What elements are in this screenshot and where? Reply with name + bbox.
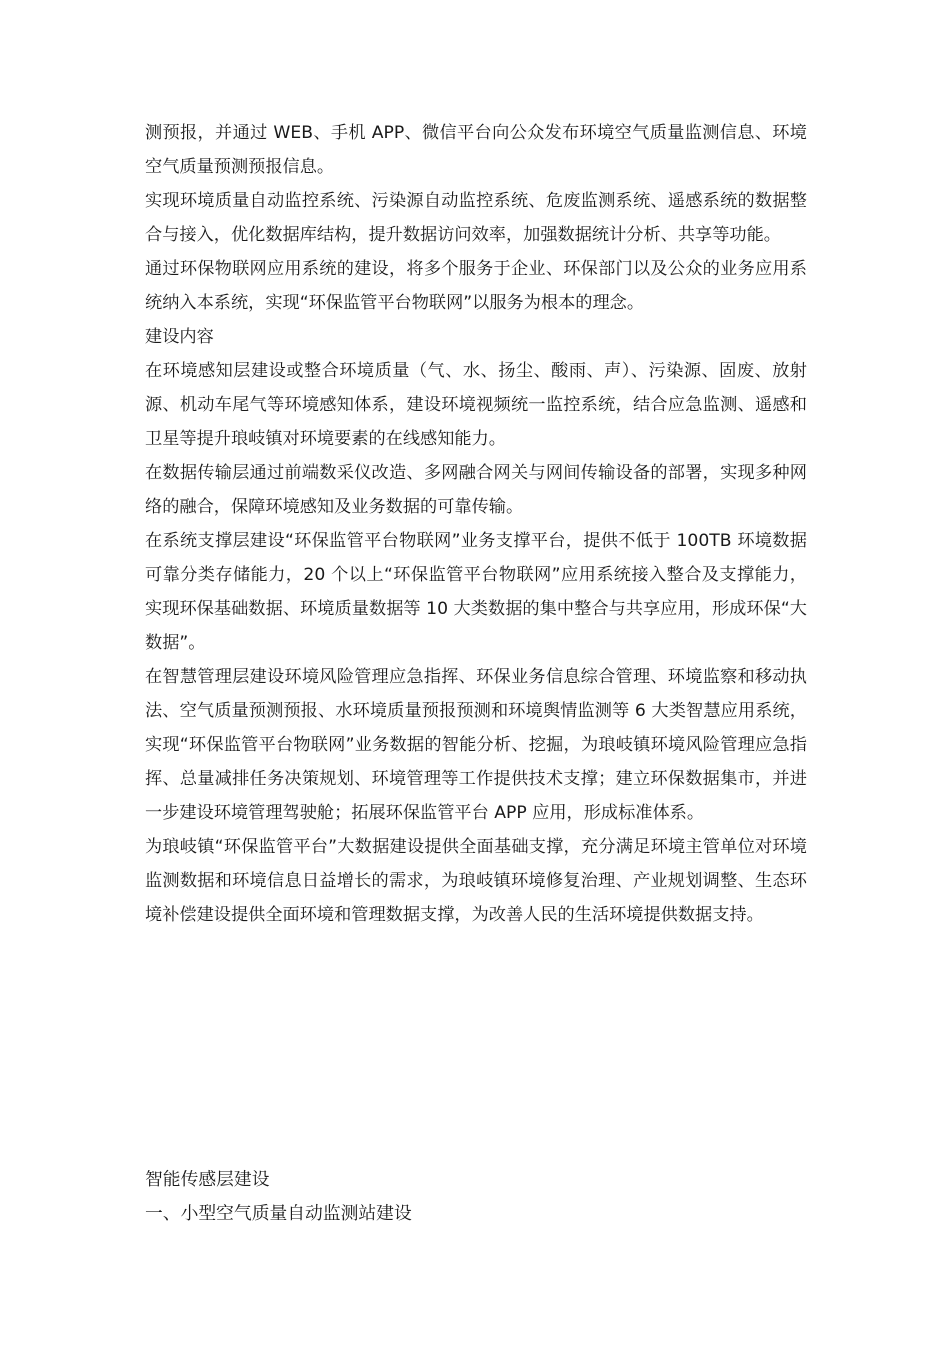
heading-construction-content: 建设内容	[145, 327, 214, 347]
paragraph-big-data-support: 为琅岐镇“环保监管平台”大数据建设提供全面基础支撑，充分满足环境主管单位对环境监测数据和环境信息日益增长的需求，为琅岐镇环境修复治理、产业规划调整、生态环境补偿建设提供全面环境和管理数据支撑，为改善人民的生活环境提供数据支持。	[145, 837, 807, 925]
paragraph-smart-management-layer: 在智慧管理层建设环境风险管理应急指挥、环保业务信息综合管理、环境监察和移动执法、空气质量预测预报、水环境质量预报预测和环境舆情监测等 6 大类智慧应用系统，实现“环保监管平台物联网”业务数据的智能分析、挖掘，为琅岐镇环境风险管理应急指挥、总量减排任务决策规划、环境管理等工作提供技术支撑；建立环保数据集市，并进一步建设环境管理驾驶舱；拓展环保监管平台 APP 应用，形成标准体系。	[145, 667, 807, 823]
paragraph-transmission-layer: 在数据传输层通过前端数采仪改造、多网融合网关与网间传输设备的部署，实现多种网络的融合，保障环境感知及业务数据的可靠传输。	[145, 463, 807, 517]
paragraph-forecast-publish: 测预报，并通过 WEB、手机 APP、微信平台向公众发布环境空气质量监测信息、环境空气质量预测预报信息。	[145, 123, 807, 177]
paragraph-perception-layer: 在环境感知层建设或整合环境质量（气、水、扬尘、酸雨、声）、污染源、固废、放射源、机动车尾气等环境感知体系，建设环境视频统一监控系统，结合应急监测、遥感和卫星等提升琅岐镇对环境要素的在线感知能力。	[145, 361, 807, 449]
paragraph-iot-application: 通过环保物联网应用系统的建设，将多个服务于企业、环保部门以及公众的业务应用系统纳入本系统，实现“环保监管平台物联网”以服务为根本的理念。	[145, 259, 807, 313]
section-title: 智能传感层建设	[145, 1169, 270, 1190]
paragraph-data-integration: 实现环境质量自动监控系统、污染源自动监控系统、危废监测系统、遥感系统的数据整合与接入，优化数据库结构，提升数据访问效率，加强数据统计分析、共享等功能。	[145, 191, 807, 245]
section-smart-sensing	[145, 1163, 807, 1231]
paragraph-support-layer: 在系统支撑层建设“环保监管平台物联网”业务支撑平台，提供不低于 100TB 环境数据可靠分类存储能力，20 个以上“环保监管平台物联网”应用系统接入整合及支撑能力，实现环保基础数据、环境质量数据等 10 大类数据的集中整合与共享应用，形成环保“大数据”。	[145, 531, 807, 653]
section-subtitle: 一、小型空气质量自动监测站建设	[145, 1203, 412, 1224]
body-text	[145, 116, 807, 932]
